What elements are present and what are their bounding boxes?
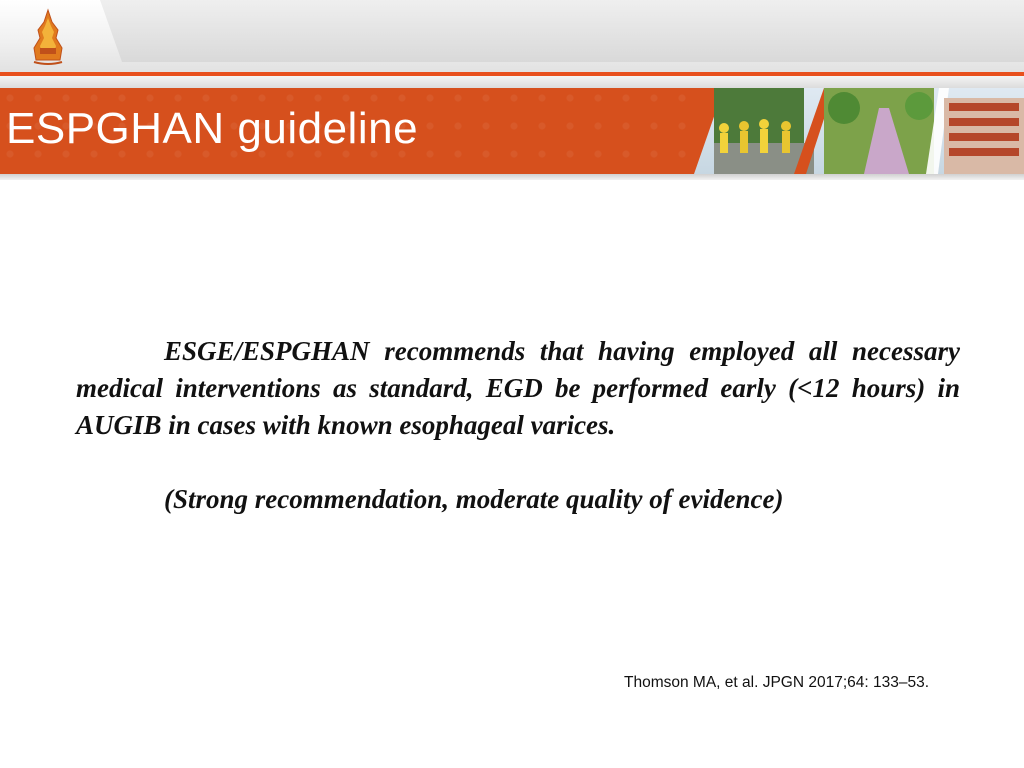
evidence-strength: (Strong recommendation, moderate quality of evidence) [164, 484, 784, 514]
header-strip [0, 76, 1024, 88]
recommendation-body: ESGE/ESPGHAN recommends that having employed all necessary medical interventions as standard, EGD be performed early (<12 hours) in AUGIB in cases with known esophageal varices. [76, 336, 960, 440]
recommendation-text [76, 333, 960, 444]
top-header-panel [100, 0, 1024, 62]
slide-title: ESPGHAN guideline [6, 104, 419, 153]
citation-reference: Thomson MA, et al. JPGN 2017;64: 133–53. [624, 674, 930, 691]
title-underline [0, 174, 1024, 180]
university-emblem-icon [30, 8, 66, 66]
campus-runners-photo [694, 88, 1024, 174]
